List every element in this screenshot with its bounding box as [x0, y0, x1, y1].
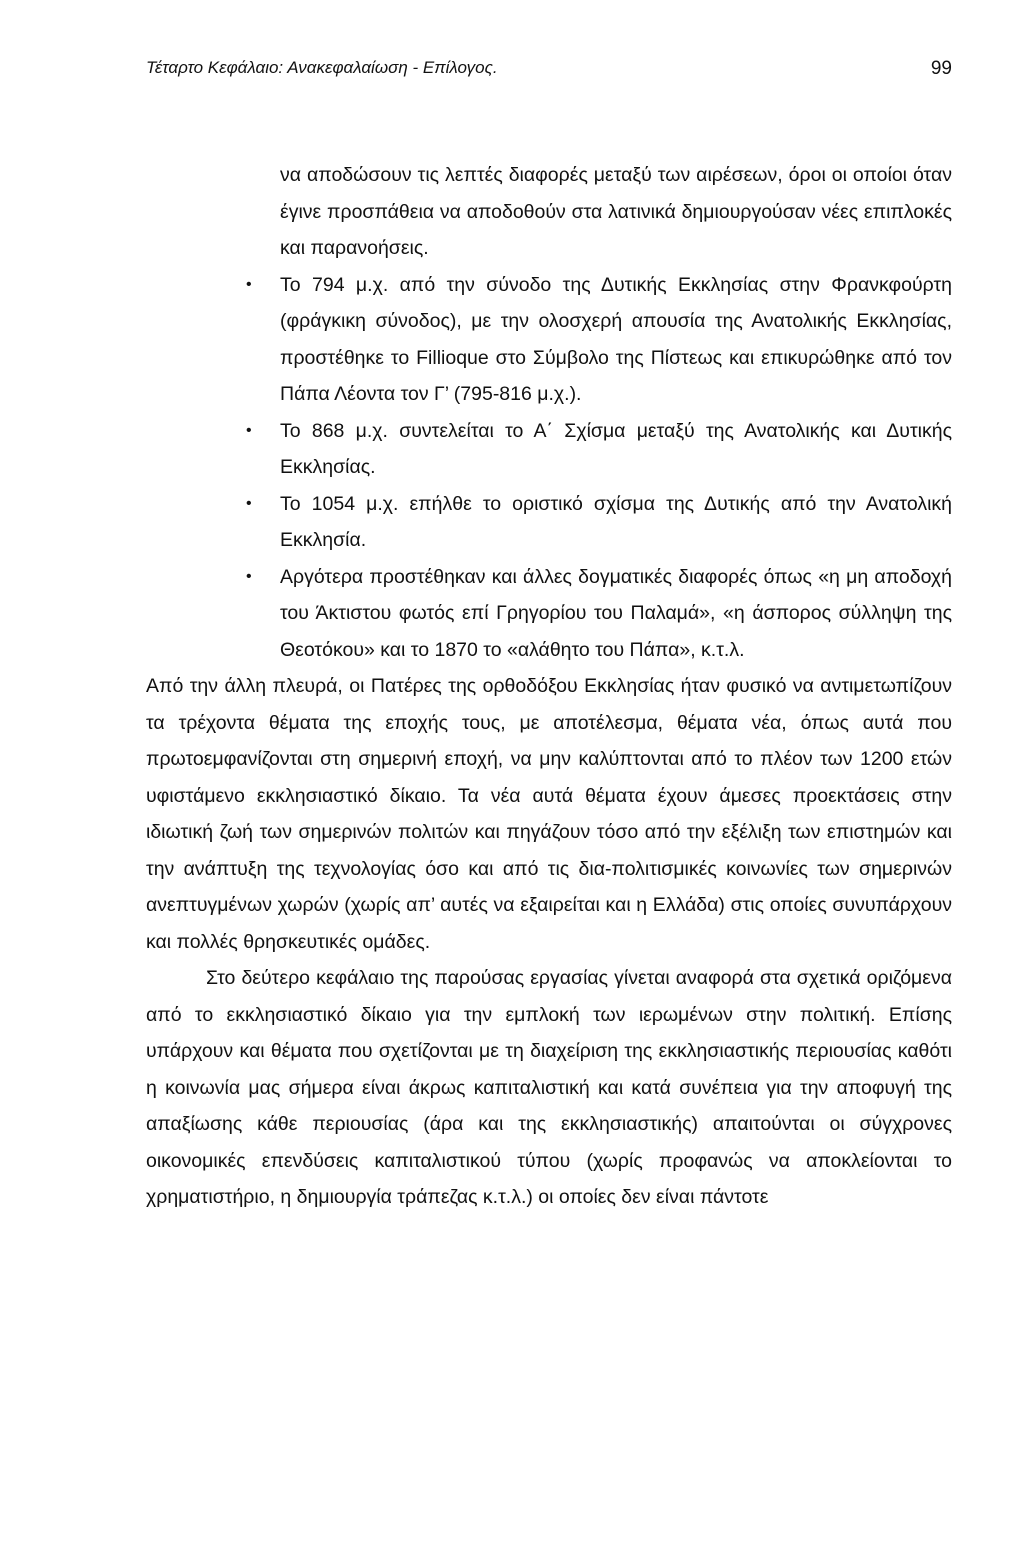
- page-number: 99: [930, 58, 952, 79]
- bullet-icon: •: [246, 494, 252, 512]
- continuation-text: να αποδώσουν τις λεπτές διαφορές μεταξύ των αιρέσεων, όροι οι οποίοι όταν έγινε προσπάθεια να αποδοθούν στα λατινικά δημιουργούσαν νέες επιπλοκές και παρανοήσεις.: [280, 164, 952, 259]
- body-text: [146, 157, 952, 1216]
- paragraph: Στο δεύτερο κεφάλαιο της παρούσας εργασίας γίνεται αναφορά στα σχετικά οριζόμενα από το εκκλησιαστικό δίκαιο για την εμπλοκή των ιερωμένων στην πολιτική. Επίσης υπάρχουν και θέματα που σχετίζονται με τη διαχείριση της εκκλησιαστικής περιουσίας καθότι η κοινωνία μας σήμερα είναι άκρως καπιταλιστική και κατά συνέπεια για την αποφυγή της απαξίωσης κάθε περιουσίας (άρα και της εκκλησιαστικής) απαιτούνται οι σύγχρονες οικονομικές επενδύσεις καπιταλιστικού τύπου (χωρίς προφανώς να αποκλείονται το χρηματιστήριο, η δημιουργία τράπεζας κ.τ.λ.) οι οποίες δεν είναι πάντοτε: [146, 967, 952, 1208]
- running-title: Τέταρτο Κεφάλαιο: Ανακεφαλαίωση - Επίλογος.: [146, 58, 498, 77]
- running-header: [146, 58, 952, 86]
- bullet-text: Το 1054 μ.χ. επήλθε το οριστικό σχίσμα της Δυτικής από την Ανατολική Εκκλησία.: [280, 492, 952, 551]
- bullet-item: [246, 267, 952, 413]
- bullet-item: [246, 486, 952, 559]
- bullet-text: Αργότερα προστέθηκαν και άλλες δογματικές διαφορές όπως «η μη αποδοχή του Άκτιστου φωτός επί Γρηγορίου του Παλαμά», «η άσπορος σύλληψη της Θεοτόκου» και το 1870 το «αλάθητο του Πάπα», κ.τ.λ.: [280, 565, 952, 661]
- bullet-icon: •: [246, 275, 252, 293]
- bullet-text: Το 868 μ.χ. συντελείται το Α΄ Σχίσμα μεταξύ της Ανατολικής και Δυτικής Εκκλησίας.: [280, 419, 952, 478]
- bullet-item: [246, 559, 952, 669]
- bullet-item: [246, 413, 952, 486]
- bullet-text: Το 794 μ.χ. από την σύνοδο της Δυτικής Εκκλησίας στην Φρανκφούρτη (φράγκικη σύνοδος), με την ολοσχερή απουσία της Ανατολικής Εκκλησίας, προστέθηκε το Fillioque στο Σύμβολο της Πίστεως και επικυρώθηκε από τον Πάπα Λέοντα τον Γ’ (795-816 μ.χ.).: [280, 273, 952, 405]
- bullet-list: [146, 267, 952, 669]
- bullet-icon: •: [246, 421, 252, 439]
- bullet-icon: •: [246, 567, 252, 585]
- paragraph: Από την άλλη πλευρά, οι Πατέρες της ορθοδόξου Εκκλησίας ήταν φυσικό να αντιμετωπίζουν τα τρέχοντα θέματα της εποχής τους, με αποτέλεσμα, θέματα νέα, όπως αυτά που πρωτοεμφανίζονται στη σημερινή εποχή, να μην καλύπτονται από το πλέον των 1200 ετών υφιστάμενο εκκλησιαστικό δίκαιο. Τα νέα αυτά θέματα έχουν άμεσες προεκτάσεις στην ιδιωτική ζωή των σημερινών πολιτών και πηγάζουν τόσο από την εξέλιξη των επιστημών και την ανάπτυξη της τεχνολογίας όσο και από τις δια-πολιτισμικές κοινωνίες των σημερινών ανεπτυγμένων χωρών (χωρίς απ’ αυτές να εξαιρείται και η Ελλάδα) στις οποίες συνυπάρχουν και πολλές θρησκευτικές ομάδες.: [146, 675, 952, 953]
